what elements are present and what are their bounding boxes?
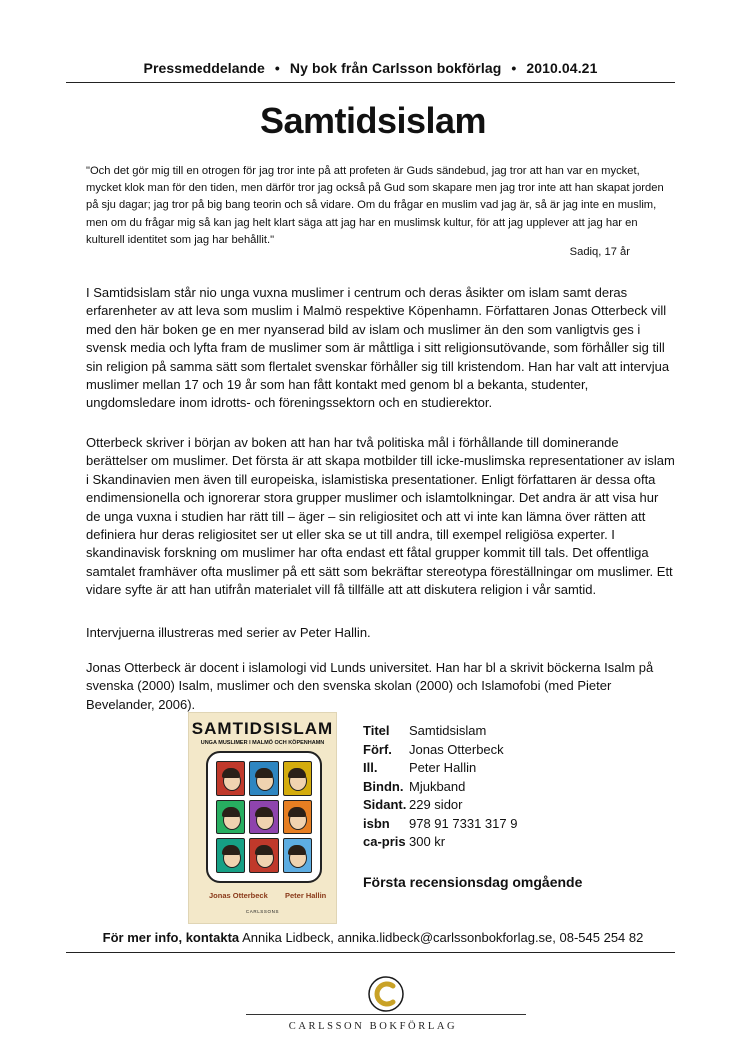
footer-rule: [66, 952, 675, 953]
cover-comic-panel: [283, 838, 312, 873]
fact-value: Samtidsislam: [409, 723, 487, 738]
review-date: Första recensionsdag omgående: [363, 874, 583, 890]
fact-key: Sidant.: [363, 797, 407, 812]
cover-comic-panel: [249, 800, 278, 835]
fact-key: Bindn.: [363, 778, 404, 794]
publisher-name: CARLSSON BOKFÖRLAG: [288, 1021, 458, 1032]
cover-comic-panel: [216, 800, 245, 835]
cover-comic-grid: [216, 761, 312, 873]
header-subject: Ny bok från Carlsson bokförlag: [289, 60, 502, 76]
fact-row: [363, 833, 517, 852]
fact-value: Peter Hallin: [409, 760, 477, 775]
cover-character-hair: [255, 807, 273, 817]
header-date: 2010.04.21: [526, 60, 598, 76]
fact-row: [363, 741, 517, 760]
book-facts-list: [363, 722, 517, 852]
cover-character-hair: [222, 768, 240, 778]
contact-label: För mer info, kontakta: [102, 930, 240, 945]
cover-comic-panel: [216, 838, 245, 873]
body-paragraph: Otterbeck skriver i början av boken att han har två politiska mål i förhållande till dominerande berättelser om muslimer. Det första är att skapa motbilder till icke-muslimska representationer av islam i Skandinavien men även till europeiska, islamistiska presentationer. Enligt författaren är dessa ofta endimensionella och ignorerar stora grupper muslimer och islamtolkningar. Det andra är att visa hur de unga vuxna i studien har rätt till – äger – sin religiositet och att vi inte kan lämna över rätten att definiera hur deras religiositet ser ut eller ska se ut till andra, till exempel religiösa experter. I skandinavisk forskning om muslimer har ofta endast ett fåtal grupper kommit till tals. Det offentliga samtalet framhäver ofta muslimer på ett sätt som bekräftar stereotypa föreställningar om muslimer. Ett vidare syfte är att han utifrån materialet vill få tillfälle att att diskutera religion i vår samtid.: [86, 435, 675, 598]
fact-row: [363, 778, 517, 797]
fact-key: Titel: [363, 723, 390, 738]
fact-value: Mjukband: [409, 778, 466, 794]
fact-key: ca-pris: [363, 834, 406, 849]
logo-rule: [246, 1014, 526, 1015]
fact-value: 300 kr: [409, 834, 446, 849]
quote-attribution: Sadiq, 17 år: [569, 246, 630, 258]
cover-character-hair: [222, 845, 240, 855]
cover-comic-panel: [249, 761, 278, 796]
fact-key: Ill.: [363, 760, 378, 775]
fact-row: [363, 722, 517, 741]
fact-value: 978 91 7331 317 9: [409, 815, 518, 831]
header-type: Pressmeddelande: [143, 60, 265, 76]
cover-comic-panel: [249, 838, 278, 873]
publisher-logo-icon: [366, 974, 406, 1014]
fact-key: isbn: [363, 815, 390, 831]
body-paragraph: I Samtidsislam står nio unga vuxna muslimer i centrum och deras åsikter om islam samt deras erfarenheter av att leva som muslim i Malmö respektive Köpenhamn. Författaren Jonas Otterbeck vill med den här boken ge en mer nyanserad bild av islam och muslimer än den som vanligtvis ges i svensk media och lyfta fram de muslimer som är måttliga i sitt religionsutövande, som förhåller sig till sin religion på samma sätt som flertalet svenskar förhåller sig till kristendom. Han har valt att intervjua muslimer mellan 17 och 19 år som han fått kontakt med genom bl a bekanta, studenter, ungdomsledare inom idrotts- och föreningssektorn och en studierektor.: [86, 285, 670, 411]
cover-character-hair: [288, 845, 306, 855]
cover-publisher: CARLSSONS: [245, 909, 280, 914]
cover-character-hair: [288, 768, 306, 778]
cover-character-hair: [255, 768, 273, 778]
contact-line: [0, 930, 746, 945]
body-paragraph: Jonas Otterbeck är docent i islamologi vid Lunds universitet. Han har bl a skrivit böckerna Isalm på svenska (2000) Isalm, muslimer och den svenska skolan (2000) och Islamofobi (med Pieter Bevelander, 2006).: [86, 660, 654, 712]
header-bullet: •: [274, 60, 280, 76]
cover-comic-panel: [216, 761, 245, 796]
book-cover-image: [188, 712, 337, 924]
cover-character-hair: [288, 807, 306, 817]
press-header: [66, 60, 675, 76]
header-bullet: •: [511, 60, 517, 76]
cover-character-hair: [222, 807, 240, 817]
cover-title: SAMTIDSISLAM: [191, 719, 334, 738]
body-paragraph: Intervjuerna illustreras med serier av Peter Hallin.: [86, 625, 371, 640]
quote-text: "Och det gör mig till en otrogen för jag tror inte på att profeten är Guds sändebud, jag tror att han var en mycket, mycket klok man för den tiden, men därför tror jag också på Gud som skapare men jag tror inte att han skapat jorden på sju dagar; jag tror på big bang teorin och så vidare. Om du frågar en muslim vad jag är, så är jag inte en muslim, men om du frågar mig så kan jag helt klart säga att jag har en muslimsk kultur, för att jag upplever att jag har en kulturell identitet som jag har behållit.": [86, 165, 664, 246]
cover-comic-panel: [283, 761, 312, 796]
cover-comic-panel: [283, 800, 312, 835]
fact-key: Förf.: [363, 741, 392, 757]
fact-value: 229 sidor: [409, 797, 463, 812]
page-title: Samtidsislam: [259, 100, 487, 141]
cover-illustration-frame: [206, 751, 322, 883]
cover-character-hair: [255, 845, 273, 855]
contact-details[interactable]: Annika Lidbeck, annika.lidbeck@carlssonbokforlag.se, 08-545 254 82: [242, 930, 644, 945]
fact-row: [363, 796, 517, 815]
cover-author: Jonas Otterbeck: [209, 891, 268, 900]
cover-subtitle: UNGA MUSLIMER I MALMÖ OCH KÖPENHAMN: [200, 740, 325, 746]
header-rule: [66, 82, 675, 83]
fact-row: [363, 815, 517, 834]
fact-value: Jonas Otterbeck: [409, 741, 504, 757]
cover-illustrator: Peter Hallin: [285, 891, 327, 900]
fact-row: [363, 759, 517, 778]
